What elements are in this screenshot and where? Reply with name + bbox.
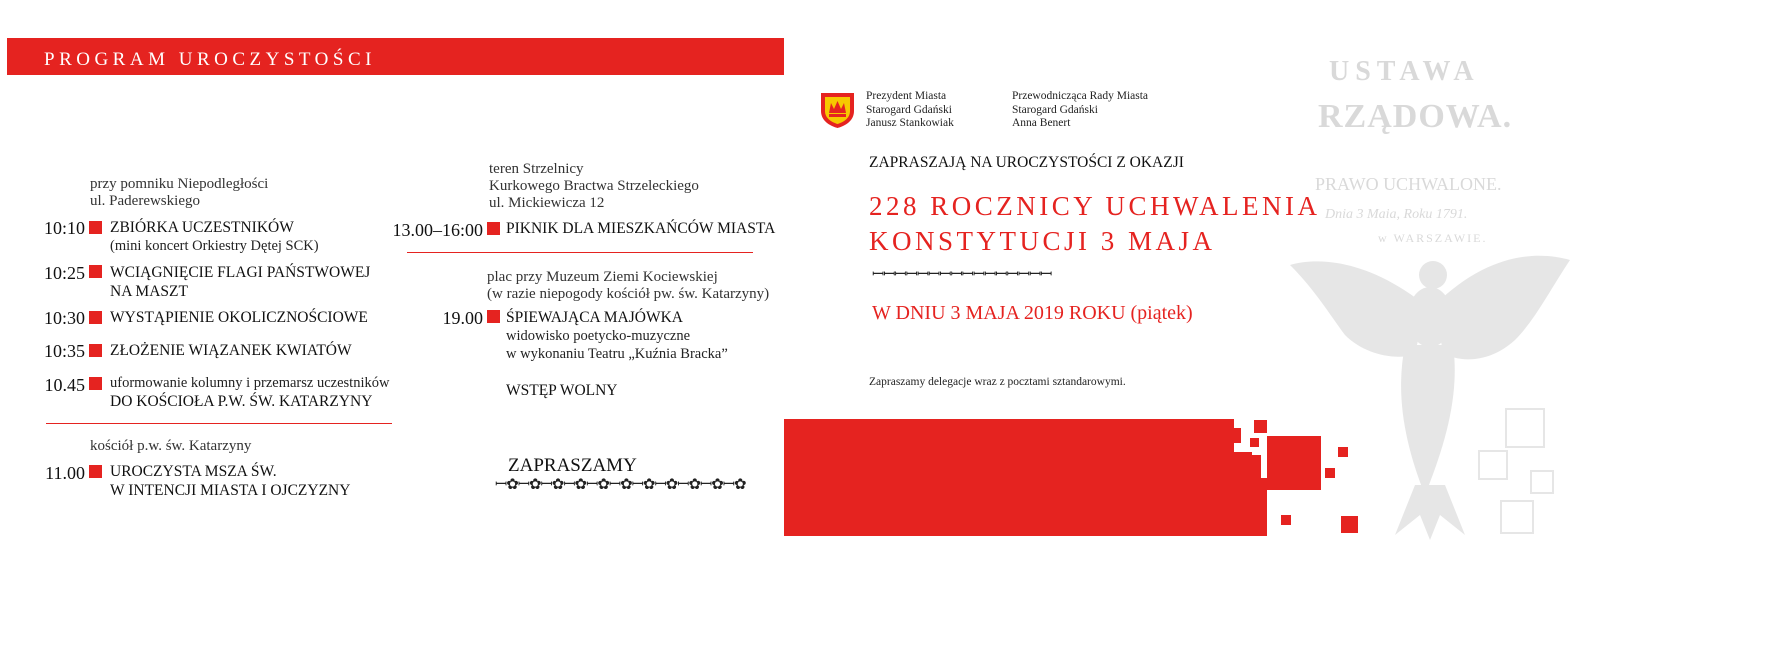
square: [1238, 455, 1261, 478]
divider: [407, 252, 753, 253]
bullet-square: [487, 222, 500, 235]
square: [1250, 438, 1259, 447]
ornament-divider: ꟷꟷꟷꟷꟷꟷꟷꟷꟷꟷꟷꟷꟷꟷꟷꟷ: [872, 267, 1052, 283]
event-time: 19.00: [442, 308, 483, 328]
square: [1325, 468, 1335, 478]
location-museum: plac przy Muzeum Ziemi Kociewskiej (w razie niepogody kościół pw. św. Katarzyny): [487, 269, 770, 302]
bullet-square: [89, 344, 102, 357]
print-date: Dnia 3 Maia, Roku 1791.: [1325, 207, 1468, 222]
event-time: 10.45: [44, 375, 85, 395]
square: [1226, 428, 1241, 443]
divider: [46, 423, 392, 424]
ornament-divider: ꟷ✿ꟷ✿ꟷ✿ꟷ✿ꟷ✿ꟷ✿ꟷ✿ꟷ✿ꟷ✿ꟷ✿ꟷ✿: [495, 477, 746, 493]
bullet-square: [89, 311, 102, 324]
event-item: WYSTĄPIENIE OKOLICZNOŚCIOWE: [110, 309, 368, 326]
square: [1281, 515, 1291, 525]
city-crest-icon: [819, 91, 856, 129]
invite-line: ZAPRASZAJĄ NA UROCZYSTOŚCI Z OKAZJI: [869, 154, 1184, 171]
event-date: W DNIU 3 MAJA 2019 ROKU (piątek): [872, 302, 1193, 324]
print-stub: [1478, 450, 1508, 480]
event-time: 10:30: [43, 308, 85, 328]
bullet-square: [89, 265, 102, 278]
square: [1254, 420, 1267, 433]
event-item: WCIĄGNIĘCIE FLAGI PAŃSTWOWEJ NA MASZT: [110, 264, 371, 300]
print-subtitle: PRAWO UCHWALONE.: [1315, 174, 1502, 194]
host-mayor: Prezydent Miasta Starogard Gdański Janusz Stankowiak: [866, 90, 954, 129]
square: [1338, 447, 1348, 457]
event-item: ZBIÓRKA UCZESTNIKÓW (mini koncert Orkiestry Dętej SCK): [110, 219, 319, 254]
print-place: w WARSZAWIE.: [1378, 231, 1488, 245]
delegations-note: Zapraszamy delegacje wraz z pocztami sztandarowymi.: [869, 376, 1126, 388]
bullet-square: [89, 465, 102, 478]
event-time: 10:25: [43, 263, 85, 283]
free-entry: WSTĘP WOLNY: [506, 382, 618, 399]
event-time: 11.00: [45, 463, 85, 483]
event-item: UROCZYSTA MSZA ŚW. W INTENCJI MIASTA I OJCZYZNY: [110, 463, 351, 499]
event-time: 10:10: [43, 218, 85, 238]
print-title-1: USTAWA: [1329, 56, 1480, 87]
square: [1341, 516, 1358, 533]
print-title-2: RZĄDOWA.: [1318, 98, 1513, 135]
event-time: 13.00–16:00: [392, 220, 483, 240]
bullet-square: [487, 310, 500, 323]
print-stub: [1530, 470, 1554, 494]
event-item: ZŁOŻENIE WIĄZANEK KWIATÓW: [110, 342, 352, 359]
print-stub: [1505, 408, 1545, 448]
location-church: kościół p.w. św. Katarzyny: [90, 438, 252, 454]
program-title: PROGRAM UROCZYSTOŚCI: [44, 49, 376, 70]
print-stub: [1500, 500, 1534, 534]
square: [1252, 478, 1267, 536]
event-time: 10:35: [43, 341, 85, 361]
event-item: uformowanie kolumny i przemarsz uczestników DO KOŚCIOŁA P.W. ŚW. KATARZYNY: [110, 375, 390, 410]
main-title: 228 ROCZNICY UCHWALENIA KONSTYTUCJI 3 MAJA: [869, 191, 1321, 256]
location-shooting-range: teren Strzelnicy Kurkowego Bractwa Strzeleckiego ul. Mickiewicza 12: [489, 161, 699, 211]
bullet-square: [89, 377, 102, 390]
event-item: PIKNIK DLA MIESZKAŃCÓW MIASTA: [506, 220, 776, 237]
red-decor-block: [784, 419, 1222, 536]
host-council-chair: Przewodnicząca Rady Miasta Starogard Gdański Anna Benert: [1012, 90, 1149, 129]
closing-invite: ZAPRASZAMY: [508, 455, 637, 476]
event-item: ŚPIEWAJĄCA MAJÓWKA widowisko poetycko-muzyczne w wykonaniu Teatru „Kuźnia Bracka”: [506, 309, 728, 362]
square: [1267, 436, 1321, 490]
location-monument: przy pomniku Niepodległości ul. Paderewskiego: [90, 176, 269, 209]
bullet-square: [89, 221, 102, 234]
